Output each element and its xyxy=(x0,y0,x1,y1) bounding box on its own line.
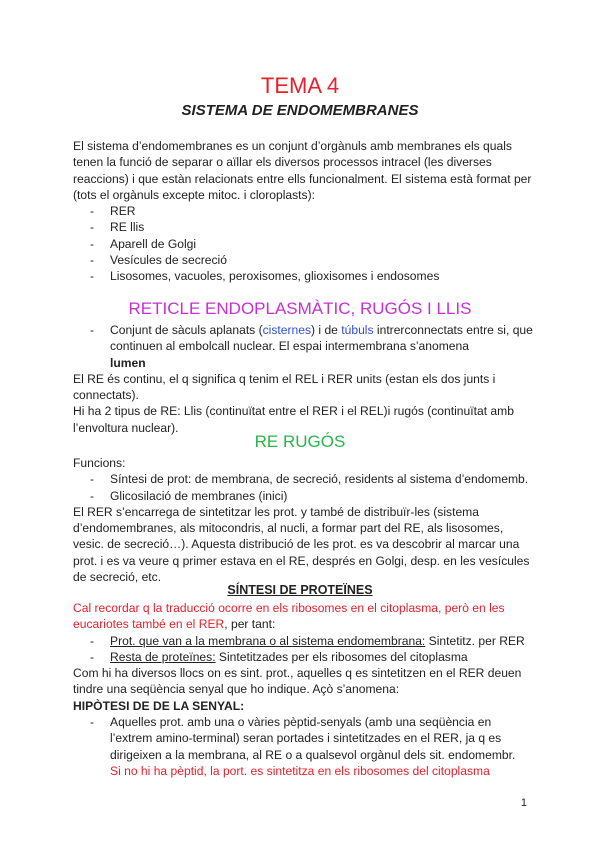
list-item xyxy=(73,649,533,665)
term-tubuls: túbuls xyxy=(341,323,374,337)
list-item-text: RER xyxy=(110,204,136,219)
list-item xyxy=(73,219,533,235)
list-item xyxy=(73,488,533,504)
list-item xyxy=(73,322,533,371)
text-run: Cal recordar q xyxy=(73,601,153,615)
list-dash: - xyxy=(90,649,95,664)
hipotesi-text: Aquelles prot. amb una o vàries pèptid-senyals (amb una seqüència en l’extrem amino-terminal) seran portades i sintetitzades en el RER, ja q es dirigeixen a la membrana, al RE o a qualsevol orgànul dels sit. endomembr. xyxy=(110,715,516,762)
hipotesi-label: HIPÒTESI DE DE LA SENYAL: xyxy=(73,698,245,713)
list-dash: - xyxy=(90,269,95,284)
section-heading-reticle: RETICLE ENDOPLASMÀTIC, RUGÓS I LLIS xyxy=(128,299,472,318)
list-dash: - xyxy=(90,323,95,337)
list-dash: - xyxy=(90,204,95,219)
list-item xyxy=(73,252,533,268)
list-item-text: Síntesi de prot: de membrana, de secreció, residents al sistema d’endomemb. xyxy=(110,472,529,487)
list-dash: - xyxy=(90,220,95,235)
list-item xyxy=(73,714,533,779)
term-lumen: lumen xyxy=(110,355,146,370)
text-run: Sintetitz. per RER xyxy=(425,633,525,648)
intro-paragraph: El sistema d’endomembranes es un conjunt d’orgànuls amb membranes els quals tenen la funció de separar o aïllar els diversos processos intracel (les diverses reaccions) i que estàn relacionats entre ells funcionalment. El sistema està format per (tots el orgànuls excepte mitoc. i cloroplasts): xyxy=(73,139,532,202)
list-item-text: Vesícules de secreció xyxy=(110,253,227,268)
reticle-paragraph-2: Hi ha 2 tipus de RE: Llis (continuïtat entre el RER i el REL)i rugós (continuïtat amb l’envoltura nuclear). xyxy=(73,404,514,435)
underlined-term: Resta de proteïnes: xyxy=(110,649,216,664)
list-item-text: RE llis xyxy=(110,220,145,235)
intro-section xyxy=(73,138,533,285)
underlined-term: Prot. que van a la membrana o al sistema endomembrana: xyxy=(110,633,426,648)
list-item xyxy=(73,268,533,284)
list-dash: - xyxy=(90,236,95,251)
list-item-text: Aparell de Golgi xyxy=(110,236,197,251)
text-run: Sintetitzades per els ribosomes del citoplasma xyxy=(215,649,468,664)
page-title: TEMA 4 xyxy=(260,73,340,98)
rugos-paragraph: El RER s’encarrega de sintetitzar les prot. y també de distribuïr-les (sistema d’endomembranes, als mitocondris, al nucli, a formar part del RE, als lisosomes, vesic. de secreció…). Aquesta distribució de les prot. es va descobrir al marcar una prot. i es va veure q primer estava en el RE, després en Golgi, desp. en les vesícules de secreció, etc. xyxy=(73,504,530,585)
text-run: ) i de xyxy=(311,323,342,337)
rugos-section xyxy=(73,455,533,585)
sintesi-paragraph: Com hi ha diversos llocs on es sint. prot., aquelles q es sintetitzen en el RER deuen tindre una seqüència senyal que ho indique. Açò s’anomena: xyxy=(73,666,522,697)
recordar-paragraph xyxy=(73,600,533,633)
list-item-text: Glicosilació de membranes (inici) xyxy=(110,488,288,503)
term-cisternes: cisternes xyxy=(262,323,312,337)
section-heading-sintesi: SÍNTESI DE PROTEÏNES xyxy=(227,583,373,597)
text-run: , per tant: xyxy=(224,617,276,632)
list-dash: - xyxy=(90,253,95,268)
list-item xyxy=(73,471,533,487)
list-dash: - xyxy=(90,472,95,487)
highlight-red: la traducció ocorre en els ribosomes en el citoplasma, però en les eucariotes també en el RER xyxy=(73,601,505,632)
list-dash: - xyxy=(90,633,95,648)
list-dash: - xyxy=(90,488,95,503)
hipotesi-red-note: Si no hi ha pèptid, la port. es sintetitza en els ribosomes del citoplasma xyxy=(110,763,490,778)
list-item-text: Lisosomes, vacuoles, peroxisomes, glioxisomes i endosomes xyxy=(110,269,440,284)
reticle-paragraph-1: El RE és continu, el q significa q tenim el REL i RER units (estan els dos junts i connectats). xyxy=(73,371,496,403)
page-number: 1 xyxy=(520,797,527,809)
reticle-section xyxy=(73,322,533,436)
list-item xyxy=(73,203,533,219)
list-dash: - xyxy=(90,715,95,730)
sintesi-section xyxy=(73,600,533,779)
section-heading-rugos: RE RUGÓS xyxy=(254,432,346,451)
list-item xyxy=(73,633,533,649)
text-run: Conjunt de sàculs aplanats ( xyxy=(110,323,263,337)
list-item xyxy=(73,236,533,252)
funcions-label: Funcions: xyxy=(73,456,126,470)
text-run: intrerconnectats entre si, que continuen al embolcall nuclear. El espai intermembrana s’anomena xyxy=(110,323,533,354)
page-subtitle: SISTEMA DE ENDOMEMBRANES xyxy=(181,102,419,119)
